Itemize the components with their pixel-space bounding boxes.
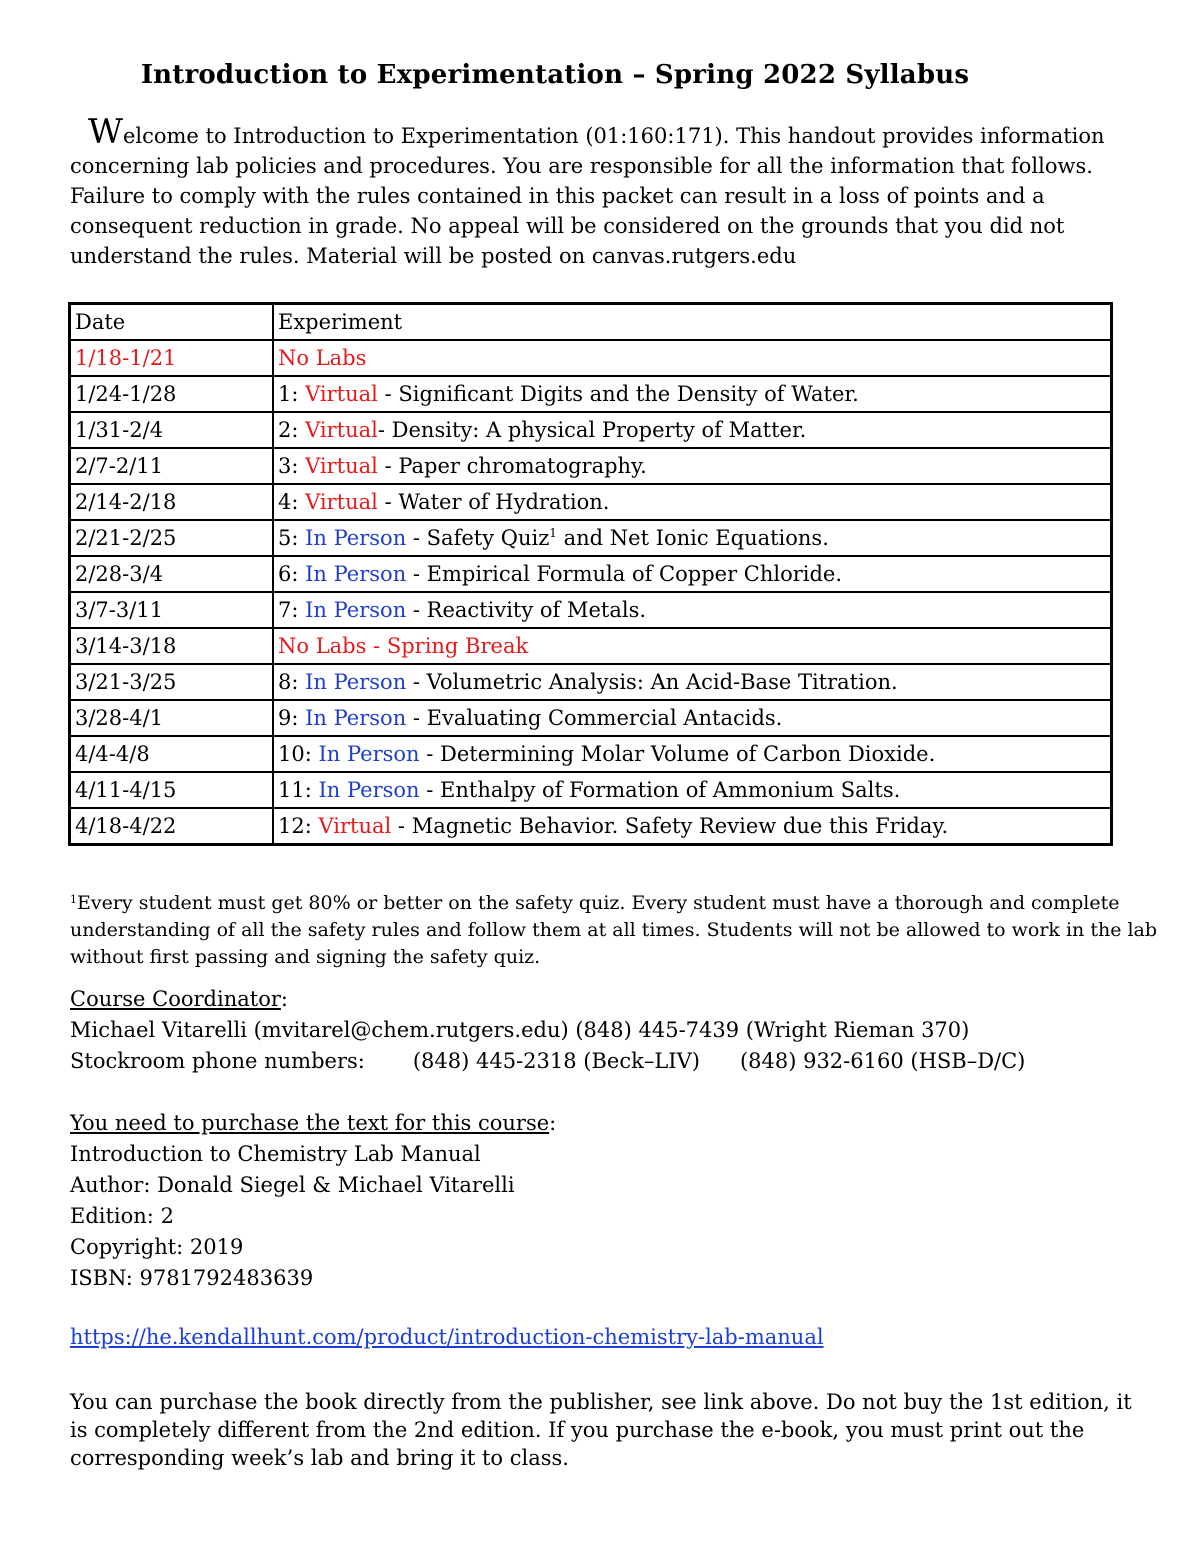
table-row (70, 628, 1112, 664)
row-date: 3/21-3/25 (70, 664, 274, 700)
experiment-mode: In Person (305, 598, 407, 622)
experiment-number: 5: (278, 526, 306, 550)
header-date: Date (70, 304, 274, 341)
experiment-mode: In Person (305, 526, 407, 550)
row-experiment (273, 376, 1112, 412)
table-row (70, 592, 1112, 628)
experiment-mode: In Person (318, 778, 420, 802)
experiment-title: - Determining Molar Volume of Carbon Dioxide. (419, 742, 936, 766)
header-experiment: Experiment (273, 304, 1112, 341)
textbook-title: Introduction to Chemistry Lab Manual (70, 1142, 481, 1166)
footnote-text: Every student must get 80% or better on the safety quiz. Every student must have a thorough and complete understanding of all the safety rules and follow them at all times. Students will not be allowed to work in the lab without first passing and signing the safety quiz. (70, 892, 1158, 968)
table-row (70, 340, 1112, 376)
experiment-mode: In Person (305, 706, 407, 730)
table-row (70, 484, 1112, 520)
purchase-note: You can purchase the book directly from the publisher, see link above. Do not buy the 1st edition, it is completely different from the 2nd edition. If you purchase the e-book, you must print out the corresponding week’s lab and bring it to class. (70, 1390, 1132, 1470)
experiment-mode: Virtual (305, 382, 378, 406)
row-experiment (273, 484, 1112, 520)
stockroom-phone-beck: (848) 445-2318 (Beck–LIV) (412, 1049, 700, 1073)
experiment-number: 6: (278, 562, 306, 586)
stockroom-phone-hsb: (848) 932-6160 (HSB–D/C) (739, 1049, 1026, 1073)
row-experiment (273, 808, 1112, 845)
table-row (70, 700, 1112, 736)
experiment-mode: Virtual (305, 454, 378, 478)
experiment-title: - Magnetic Behavior. Safety Review due this Friday. (391, 814, 949, 838)
textbook-isbn: ISBN: 9781792483639 (70, 1266, 314, 1290)
safety-footnote (70, 886, 1160, 971)
experiment-number: 12: (278, 814, 319, 838)
row-date: 2/7-2/11 (70, 448, 274, 484)
row-date: 2/28-3/4 (70, 556, 274, 592)
textbook-section: You need to purchase the text for this course: Introduction to Chemistry Lab Manual Author: Donald Siegel & Michael Vitarelli Edition: 2 Copyright: 2019 ISBN: 9781792483639 (70, 1108, 1150, 1294)
row-experiment (273, 664, 1112, 700)
stockroom-line (70, 1046, 1150, 1077)
footnote-reference: 1 (549, 526, 557, 540)
experiment-mode: Virtual (318, 814, 392, 838)
row-experiment (273, 340, 1112, 376)
row-date: 1/24-1/28 (70, 376, 274, 412)
table-row (70, 520, 1112, 556)
intro-paragraph (70, 112, 1150, 271)
row-date: 4/18-4/22 (70, 808, 274, 845)
experiment-mode: In Person (305, 562, 407, 586)
lab-schedule-table (68, 302, 1113, 846)
experiment-number: 2: (278, 418, 306, 442)
experiment-mode: No Labs - Spring Break (278, 634, 529, 658)
coordinator-contact: Michael Vitarelli (mvitarel@chem.rutgers.edu) (848) 445-7439 (Wright Rieman 370) (70, 1018, 970, 1042)
experiment-title: - Volumetric Analysis: An Acid-Base Titration. (406, 670, 898, 694)
row-experiment (273, 700, 1112, 736)
table-row (70, 736, 1112, 772)
row-date: 4/4-4/8 (70, 736, 274, 772)
row-date: 1/31-2/4 (70, 412, 274, 448)
publisher-link[interactable]: https://he.kendallhunt.com/product/introduction-chemistry-lab-manual (70, 1325, 824, 1349)
experiment-title: - Reactivity of Metals. (406, 598, 647, 622)
experiment-title: - Enthalpy of Formation of Ammonium Salts. (419, 778, 901, 802)
row-experiment (273, 772, 1112, 808)
footnote-marker: 1 (70, 893, 77, 906)
course-coordinator-section: Course Coordinator: Michael Vitarelli (mvitarel@chem.rutgers.edu) (848) 445-7439 (Wright Rieman 370) Stockroom phone numbers: (848) 445-2318 (Beck–LIV) (848) 932-6160 (HSB–D/C) (70, 984, 1150, 1077)
row-date: 2/21-2/25 (70, 520, 274, 556)
row-experiment (273, 520, 1112, 556)
experiment-mode: Virtual (305, 418, 378, 442)
table-row (70, 808, 1112, 845)
intro-text: elcome to Introduction to Experimentation (01:160:171). This handout provides information concerning lab policies and procedures. You are responsible for all the information that follows. Failure to comply with the rules contained in this packet can result in a loss of points and a consequent reduction in grade. No appeal will be considered on the grounds that you did not understand the rules. Material will be posted on canvas.rutgers.edu (70, 124, 1105, 268)
experiment-title: - Evaluating Commercial Antacids. (406, 706, 783, 730)
row-experiment (273, 628, 1112, 664)
textbook-copyright: Copyright: 2019 (70, 1235, 244, 1259)
row-date: 4/11-4/15 (70, 772, 274, 808)
experiment-number: 9: (278, 706, 306, 730)
textbook-author: Author: Donald Siegel & Michael Vitarelli (70, 1173, 515, 1197)
experiment-title: - Significant Digits and the Density of Water. (377, 382, 859, 406)
row-experiment (273, 592, 1112, 628)
experiment-title: - Paper chromatography. (377, 454, 647, 478)
experiment-number: 3: (278, 454, 306, 478)
experiment-mode: In Person (318, 742, 420, 766)
experiment-number: 10: (278, 742, 319, 766)
table-row (70, 664, 1112, 700)
row-experiment (273, 448, 1112, 484)
table-header-row (70, 304, 1112, 341)
page-title: Introduction to Experimentation – Spring 2022 Syllabus (140, 60, 970, 90)
experiment-number: 8: (278, 670, 306, 694)
experiment-mode: In Person (305, 670, 407, 694)
intro-dropcap: W (88, 112, 123, 152)
row-date: 3/7-3/11 (70, 592, 274, 628)
experiment-title: - Water of Hydration. (377, 490, 610, 514)
table-row (70, 772, 1112, 808)
experiment-mode: No Labs (278, 346, 367, 370)
row-experiment (273, 556, 1112, 592)
experiment-title-cont: and Net Ionic Equations. (556, 526, 829, 550)
textbook-edition: Edition: 2 (70, 1204, 174, 1228)
experiment-title: - Density: A physical Property of Matter. (377, 418, 807, 442)
experiment-number: 1: (278, 382, 306, 406)
row-date: 3/14-3/18 (70, 628, 274, 664)
row-experiment (273, 412, 1112, 448)
experiment-title: - Empirical Formula of Copper Chloride. (406, 562, 843, 586)
experiment-number: 11: (278, 778, 319, 802)
experiment-mode: Virtual (305, 490, 378, 514)
row-date: 2/14-2/18 (70, 484, 274, 520)
row-date: 3/28-4/1 (70, 700, 274, 736)
table-row (70, 412, 1112, 448)
experiment-title: - Safety Quiz (406, 526, 550, 550)
table-row (70, 448, 1112, 484)
stockroom-label: Stockroom phone numbers: (70, 1049, 365, 1073)
row-date: 1/18-1/21 (70, 340, 274, 376)
experiment-number: 4: (278, 490, 306, 514)
coordinator-heading: Course Coordinator (70, 987, 281, 1011)
table-row (70, 556, 1112, 592)
experiment-number: 7: (278, 598, 306, 622)
table-row (70, 376, 1112, 412)
textbook-heading: You need to purchase the text for this course (70, 1111, 550, 1135)
row-experiment (273, 736, 1112, 772)
